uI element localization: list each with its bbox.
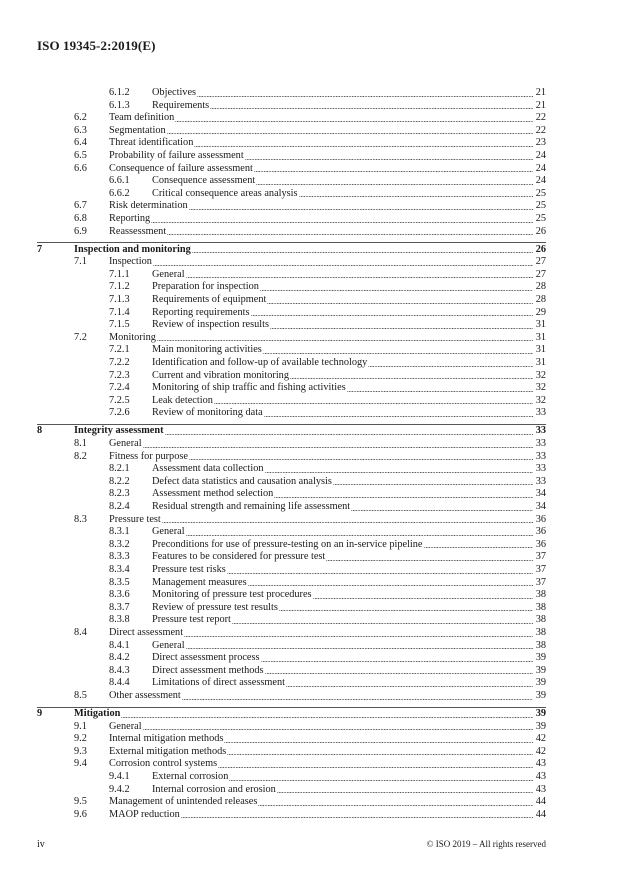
toc-entry-title: Monitoring of ship traffic and fishing activities xyxy=(152,382,346,394)
toc-entry-page: 44 xyxy=(535,796,546,808)
dot-leader xyxy=(245,159,533,160)
toc-entry[interactable] xyxy=(37,307,546,320)
dot-leader xyxy=(290,378,533,379)
toc-entry-page: 33 xyxy=(535,407,546,419)
dot-leader xyxy=(299,196,533,197)
toc-entry-page: 39 xyxy=(535,664,546,676)
toc-entry-page: 25 xyxy=(535,187,546,199)
toc-entry-number: 8.3.4 xyxy=(109,563,130,575)
dot-leader xyxy=(368,366,533,367)
toc-entry[interactable] xyxy=(37,344,546,357)
toc-entry-title: Identification and follow-up of available technology xyxy=(152,356,368,368)
toc-entry-page: 43 xyxy=(535,758,546,770)
toc-entry-page: 24 xyxy=(535,149,546,161)
toc-entry-number: 7.1.5 xyxy=(109,319,130,331)
toc-entry-title: Monitoring xyxy=(109,331,156,343)
toc-entry-title: Corrosion control systems xyxy=(109,758,218,770)
toc-entry-number: 8.3.1 xyxy=(109,526,130,538)
toc-entry[interactable] xyxy=(37,784,546,797)
toc-entry-number: 6.6.1 xyxy=(109,175,130,187)
toc-entry-number: 8.3 xyxy=(74,513,87,525)
toc-entry-title: Direct assessment xyxy=(109,626,184,638)
toc-entry-number: 8.2.4 xyxy=(109,501,130,512)
toc-entry[interactable] xyxy=(37,112,546,125)
toc-entry-number: 7.2.6 xyxy=(109,407,130,419)
toc-entry-number: 7.1.4 xyxy=(109,306,130,318)
toc-entry-page: 36 xyxy=(535,538,546,550)
toc-entry-page: 25 xyxy=(535,200,546,212)
toc-entry-title: Threat identification xyxy=(109,137,194,149)
dot-leader xyxy=(121,717,533,718)
toc-entry-number: 8.3.8 xyxy=(109,614,130,626)
toc-entry-page: 33 xyxy=(535,475,546,487)
toc-entry-page: 34 xyxy=(535,501,546,512)
toc-entry-page: 26 xyxy=(535,225,546,237)
dot-leader xyxy=(263,353,533,354)
toc-entry-number: 9.2 xyxy=(74,733,87,745)
toc-entry-number: 8.2.3 xyxy=(109,488,130,500)
toc-entry-number: 8.2.1 xyxy=(109,463,130,475)
dot-leader xyxy=(186,535,533,536)
toc-entry[interactable] xyxy=(37,488,546,501)
toc-entry[interactable] xyxy=(37,382,546,395)
toc-entry-title: Internal mitigation methods xyxy=(109,733,224,745)
toc-entry-title: Preconditions for use of pressure-testing on an in-service pipeline xyxy=(152,538,423,550)
toc-entry-title: Review of inspection results xyxy=(152,319,269,331)
toc-entry-page: 31 xyxy=(535,356,546,368)
toc-entry-number: 7.2 xyxy=(74,331,87,343)
toc-entry-title: Assessment method selection xyxy=(152,488,274,500)
toc-entry[interactable] xyxy=(37,652,546,665)
toc-entry-number: 6.1.2 xyxy=(109,87,130,98)
dot-leader xyxy=(153,265,533,266)
toc-entry-title: Main monitoring activities xyxy=(152,344,262,356)
toc-entry-page: 36 xyxy=(535,526,546,538)
toc-entry[interactable] xyxy=(37,332,546,345)
toc-entry[interactable] xyxy=(37,677,546,690)
toc-entry-title: Pressure test risks xyxy=(152,563,226,575)
toc-entry-number: 7.2.5 xyxy=(109,394,130,406)
toc-entry-title: Team definition xyxy=(109,112,175,124)
toc-entry-number: 9 xyxy=(37,708,43,719)
toc-entry-page: 28 xyxy=(535,281,546,293)
toc-entry-page: 32 xyxy=(535,382,546,394)
toc-entry-title: Integrity assessment xyxy=(74,425,164,437)
toc-entry[interactable] xyxy=(37,407,546,420)
toc-entry[interactable] xyxy=(37,690,546,703)
toc-entry[interactable] xyxy=(37,357,546,370)
toc-entry[interactable] xyxy=(37,163,546,176)
toc-entry-page: 34 xyxy=(535,488,546,500)
dot-leader xyxy=(251,315,533,316)
toc-entry-number: 8 xyxy=(37,425,43,437)
toc-entry-title: General xyxy=(152,639,185,651)
toc-entry-number: 7.1.1 xyxy=(109,268,130,280)
dot-leader xyxy=(333,484,533,485)
toc-entry-title: External mitigation methods xyxy=(109,745,227,757)
dot-leader xyxy=(351,510,533,511)
toc-entry-title: Segmentation xyxy=(109,124,166,136)
dot-leader xyxy=(218,767,533,768)
dot-leader xyxy=(254,171,533,172)
toc-entry-page: 39 xyxy=(535,652,546,664)
toc-entry[interactable] xyxy=(37,526,546,539)
dot-leader xyxy=(260,290,533,291)
toc-entry-page: 38 xyxy=(535,614,546,626)
toc-entry[interactable] xyxy=(37,501,546,514)
toc-entry[interactable] xyxy=(37,463,546,476)
dot-leader xyxy=(270,328,533,329)
toc-entry-page: 33 xyxy=(535,463,546,475)
toc-entry[interactable] xyxy=(37,539,546,552)
dot-leader xyxy=(165,434,533,435)
dot-leader xyxy=(143,447,533,448)
toc-entry-number: 8.5 xyxy=(74,689,87,701)
toc-entry-page: 32 xyxy=(535,369,546,381)
toc-entry-title: General xyxy=(152,526,185,538)
toc-entry-page: 32 xyxy=(535,394,546,406)
dot-leader xyxy=(189,459,533,460)
dot-leader xyxy=(261,661,533,662)
toc-entry-number: 6.4 xyxy=(74,137,87,149)
toc-entry-number: 6.6 xyxy=(74,162,87,174)
toc-entry-page: 22 xyxy=(535,112,546,124)
toc-entry-page: 37 xyxy=(535,551,546,563)
toc-entry[interactable] xyxy=(37,707,546,721)
toc-entry[interactable] xyxy=(37,294,546,307)
toc-entry[interactable] xyxy=(37,577,546,590)
toc-entry-title: Mitigation xyxy=(74,708,121,719)
dot-leader xyxy=(264,416,533,417)
toc-entry-title: Features to be considered for pressure test xyxy=(152,551,326,563)
toc-entry-number: 8.4.2 xyxy=(109,652,130,664)
toc-entry[interactable] xyxy=(37,137,546,150)
toc-entry[interactable] xyxy=(37,200,546,213)
toc-entry-title: Pressure test report xyxy=(152,614,231,626)
toc-entry-number: 9.1 xyxy=(74,720,87,732)
toc-entry-page: 27 xyxy=(535,256,546,268)
dot-leader xyxy=(256,184,533,185)
toc-entry-page: 31 xyxy=(535,319,546,331)
toc-entry[interactable] xyxy=(37,395,546,408)
toc-entry[interactable] xyxy=(37,514,546,527)
dot-leader xyxy=(182,699,533,700)
toc-entry-page: 43 xyxy=(535,770,546,782)
toc-entry[interactable] xyxy=(37,281,546,294)
toc-entry-title: Pressure test xyxy=(109,513,161,525)
toc-entry-number: 8.4 xyxy=(74,626,87,638)
footer-copyright: © ISO 2019 – All rights reserved xyxy=(426,839,546,849)
dot-leader xyxy=(277,792,533,793)
toc-entry[interactable] xyxy=(37,771,546,784)
toc-entry-number: 7.2.4 xyxy=(109,382,130,394)
toc-entry-page: 37 xyxy=(535,563,546,575)
toc-entry-title: Consequence of failure assessment xyxy=(109,162,253,174)
toc-entry[interactable] xyxy=(37,758,546,771)
dot-leader xyxy=(232,623,533,624)
toc-entry-page: 28 xyxy=(535,294,546,305)
toc-entry-page: 39 xyxy=(535,677,546,689)
dot-leader xyxy=(265,673,533,674)
toc-entry-number: 7.2.2 xyxy=(109,356,130,368)
toc-entry-number: 6.3 xyxy=(74,124,87,136)
toc-entry-title: Residual strength and remaining life assessment xyxy=(152,501,351,512)
toc-entry-title: Review of monitoring data xyxy=(152,407,263,419)
toc-entry-title: Management of unintended releases xyxy=(109,796,258,808)
toc-entry-title: Internal corrosion and erosion xyxy=(152,783,276,795)
dot-leader xyxy=(227,573,533,574)
toc-entry[interactable] xyxy=(37,589,546,602)
toc-entry[interactable] xyxy=(37,269,546,282)
toc-entry[interactable] xyxy=(37,796,546,809)
dot-leader xyxy=(424,547,533,548)
toc-entry-title: Fitness for purpose xyxy=(109,450,188,462)
toc-entry-number: 6.2 xyxy=(74,112,87,124)
toc-entry-page: 43 xyxy=(535,783,546,795)
toc-entry-title: Defect data statistics and causation analysis xyxy=(152,475,332,487)
toc-entry-title: Probability of failure assessment xyxy=(109,149,244,161)
toc-entry-number: 9.5 xyxy=(74,796,87,808)
toc-entry-title: Management measures xyxy=(152,576,247,588)
toc-entry[interactable] xyxy=(37,564,546,577)
toc-entry-page: 39 xyxy=(535,689,546,701)
toc-entry-number: 8.3.6 xyxy=(109,589,130,601)
toc-entry-page: 39 xyxy=(535,720,546,732)
dot-leader xyxy=(186,648,533,649)
toc-entry[interactable] xyxy=(37,125,546,138)
toc-entry-number: 8.2.2 xyxy=(109,475,130,487)
toc-entry[interactable] xyxy=(37,746,546,759)
dot-leader xyxy=(192,252,533,253)
toc-entry-number: 6.1.3 xyxy=(109,99,130,111)
toc-entry-title: Direct assessment process xyxy=(152,652,260,664)
toc-entry-title: Requirements xyxy=(152,99,210,111)
toc-entry-page: 23 xyxy=(535,137,546,149)
toc-entry-title: Risk determination xyxy=(109,200,188,212)
toc-entry[interactable] xyxy=(37,476,546,489)
dot-leader xyxy=(157,340,533,341)
toc-entry-title: Assessment data collection xyxy=(152,463,264,475)
toc-entry[interactable] xyxy=(37,100,546,113)
toc-entry-number: 7 xyxy=(37,243,43,255)
toc-entry-title: Limitations of direct assessment xyxy=(152,677,285,689)
toc-entry[interactable] xyxy=(37,451,546,464)
dot-leader xyxy=(197,96,533,97)
toc-entry-number: 6.6.2 xyxy=(109,187,130,199)
toc-entry-page: 39 xyxy=(535,708,546,719)
toc-entry-page: 27 xyxy=(535,268,546,280)
dot-leader xyxy=(181,817,533,818)
toc-entry-page: 33 xyxy=(535,450,546,462)
toc-entry-number: 6.9 xyxy=(74,225,87,237)
table-of-contents xyxy=(37,87,546,821)
toc-entry-number: 9.4.2 xyxy=(109,783,130,795)
dot-leader xyxy=(229,780,533,781)
dot-leader xyxy=(186,277,533,278)
toc-entry-number: 8.3.2 xyxy=(109,538,130,550)
toc-entry-title: Preparation for inspection xyxy=(152,281,259,293)
toc-entry-number: 8.3.5 xyxy=(109,576,130,588)
toc-entry-title: General xyxy=(109,720,142,732)
toc-entry[interactable] xyxy=(37,551,546,564)
toc-entry[interactable] xyxy=(37,319,546,332)
toc-entry-number: 8.3.3 xyxy=(109,551,130,563)
toc-entry-title: Consequence assessment xyxy=(152,175,256,187)
dot-leader xyxy=(189,209,533,210)
toc-entry-page: 21 xyxy=(535,99,546,111)
toc-entry-page: 44 xyxy=(535,808,546,820)
toc-entry-number: 8.4.4 xyxy=(109,677,130,689)
toc-entry[interactable] xyxy=(37,640,546,653)
toc-entry-title: MAOP reduction xyxy=(109,808,180,820)
toc-entry-page: 42 xyxy=(535,745,546,757)
dot-leader xyxy=(274,497,533,498)
toc-entry-page: 38 xyxy=(535,626,546,638)
toc-entry-number: 7.1.2 xyxy=(109,281,130,293)
toc-entry-number: 7.1.3 xyxy=(109,294,130,305)
toc-entry-title: Reassessment xyxy=(109,225,167,237)
toc-entry-title: Leak detection xyxy=(152,394,213,406)
toc-entry-page: 38 xyxy=(535,601,546,613)
dot-leader xyxy=(194,146,533,147)
dot-leader xyxy=(279,610,533,611)
toc-entry-title: General xyxy=(109,438,142,450)
dot-leader xyxy=(267,303,533,304)
toc-entry-title: External corrosion xyxy=(152,770,229,782)
toc-entry[interactable] xyxy=(37,150,546,163)
toc-entry-number: 8.1 xyxy=(74,438,87,450)
dot-leader xyxy=(210,108,533,109)
toc-entry[interactable] xyxy=(37,602,546,615)
toc-entry-number: 6.8 xyxy=(74,212,87,224)
dot-leader xyxy=(347,391,533,392)
toc-entry[interactable] xyxy=(37,614,546,627)
toc-entry[interactable] xyxy=(37,370,546,383)
toc-entry-title: Current and vibration monitoring xyxy=(152,369,289,381)
toc-entry-title: General xyxy=(152,268,185,280)
toc-entry-number: 8.4.1 xyxy=(109,639,130,651)
toc-entry-title: Other assessment xyxy=(109,689,181,701)
dot-leader xyxy=(167,133,533,134)
toc-entry-title: Objectives xyxy=(152,87,197,98)
dot-leader xyxy=(227,754,533,755)
toc-entry[interactable] xyxy=(37,721,546,734)
toc-entry-title: Critical consequence areas analysis xyxy=(152,187,298,199)
dot-leader xyxy=(326,560,533,561)
toc-entry[interactable] xyxy=(37,87,546,100)
toc-entry-number: 8.3.7 xyxy=(109,601,130,613)
toc-entry-number: 7.1 xyxy=(74,256,87,268)
toc-entry-number: 8.4.3 xyxy=(109,664,130,676)
toc-entry-title: Inspection xyxy=(109,256,152,268)
toc-entry[interactable] xyxy=(37,175,546,188)
toc-entry-number: 7.2.3 xyxy=(109,369,130,381)
dot-leader xyxy=(184,636,533,637)
dot-leader xyxy=(167,234,533,235)
toc-entry[interactable] xyxy=(37,188,546,201)
toc-entry-title: Inspection and monitoring xyxy=(74,243,191,255)
toc-entry-page: 38 xyxy=(535,589,546,601)
dot-leader xyxy=(224,742,533,743)
toc-entry-number: 7.2.1 xyxy=(109,344,130,356)
toc-entry-page: 21 xyxy=(535,87,546,98)
toc-entry-number: 6.5 xyxy=(74,149,87,161)
dot-leader xyxy=(265,472,533,473)
toc-entry-page: 33 xyxy=(535,425,546,437)
toc-entry[interactable] xyxy=(37,438,546,451)
toc-entry-page: 42 xyxy=(535,733,546,745)
toc-entry-page: 31 xyxy=(535,331,546,343)
dot-leader xyxy=(258,805,533,806)
toc-entry-page: 38 xyxy=(535,639,546,651)
toc-entry-page: 24 xyxy=(535,175,546,187)
toc-entry-number: 9.3 xyxy=(74,745,87,757)
toc-entry-page: 22 xyxy=(535,124,546,136)
dot-leader xyxy=(286,686,533,687)
toc-entry-title: Requirements of equipment xyxy=(152,294,267,305)
toc-entry[interactable] xyxy=(37,256,546,269)
toc-entry-page: 26 xyxy=(535,243,546,255)
toc-entry[interactable] xyxy=(37,665,546,678)
toc-entry[interactable] xyxy=(37,424,546,438)
footer-page-number: iv xyxy=(37,839,45,850)
toc-entry[interactable] xyxy=(37,809,546,822)
toc-entry[interactable] xyxy=(37,213,546,226)
toc-entry[interactable] xyxy=(37,242,546,256)
toc-entry-page: 37 xyxy=(535,576,546,588)
dot-leader xyxy=(175,121,533,122)
dot-leader xyxy=(143,729,533,730)
toc-entry-page: 29 xyxy=(535,306,546,318)
toc-entry-title: Direct assessment methods xyxy=(152,664,264,676)
toc-entry-number: 9.6 xyxy=(74,808,87,820)
dot-leader xyxy=(248,585,533,586)
toc-entry-title: Reporting requirements xyxy=(152,306,250,318)
toc-entry[interactable] xyxy=(37,226,546,239)
toc-entry-number: 6.7 xyxy=(74,200,87,212)
toc-entry-number: 9.4 xyxy=(74,758,87,770)
dot-leader xyxy=(162,522,533,523)
dot-leader xyxy=(214,403,533,404)
dot-leader xyxy=(313,598,533,599)
toc-entry-page: 33 xyxy=(535,438,546,450)
toc-entry-page: 24 xyxy=(535,162,546,174)
toc-entry-page: 31 xyxy=(535,344,546,356)
dot-leader xyxy=(151,222,533,223)
toc-entry[interactable] xyxy=(37,733,546,746)
document-header: ISO 19345-2:2019(E) xyxy=(37,38,156,53)
toc-entry-page: 36 xyxy=(535,513,546,525)
toc-entry-title: Review of pressure test results xyxy=(152,601,278,613)
toc-entry-number: 9.4.1 xyxy=(109,770,130,782)
toc-entry-title: Reporting xyxy=(109,212,151,224)
toc-entry-page: 25 xyxy=(535,212,546,224)
toc-entry[interactable] xyxy=(37,627,546,640)
toc-entry-title: Monitoring of pressure test procedures xyxy=(152,589,312,601)
toc-entry-number: 8.2 xyxy=(74,450,87,462)
